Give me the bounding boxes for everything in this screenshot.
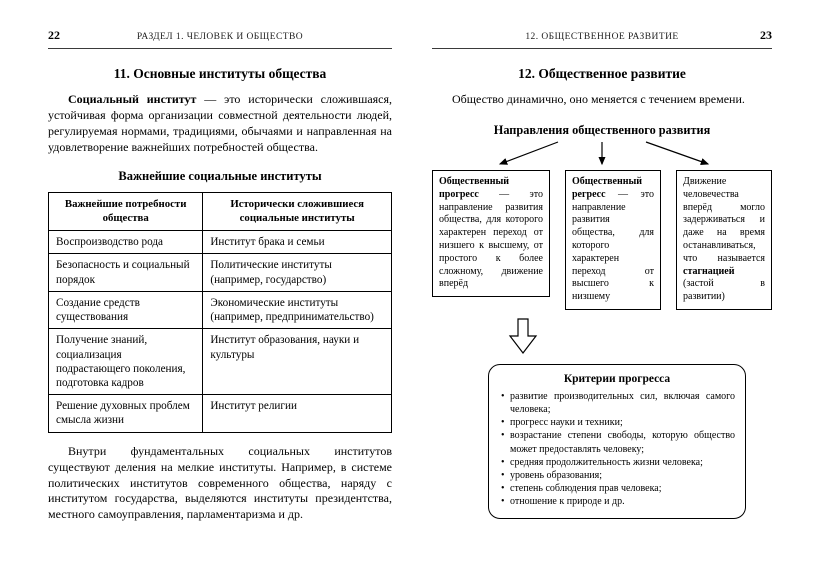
table-cell-institution: Институт брака и семьи [203,231,392,254]
box-text: — это направление развития общества, для которого характерен переход от низшего к высшему, от простого к более сложному, движение вперёд [439,188,543,290]
list-item [499,469,735,482]
table-header-row [49,192,392,230]
running-head-title-right: 12. ОБЩЕСТВЕННОЕ РАЗВИТИЕ [525,32,679,42]
page-number-left: 22 [48,28,60,42]
list-item [499,495,735,508]
criteria-item-text: уровень образования; [510,470,603,482]
chapter-title-right: 12. Общественное развитие [518,66,686,81]
box-text: (застой в развитии) [683,278,765,303]
table-row [49,254,392,291]
table-cell-need: Получение знаний, социализация подрастающего поколения, подготовка кадров [49,329,203,395]
diverging-arrows-icon [432,140,772,168]
running-head-right [432,28,772,49]
term-social-institute: Социальный институт [68,92,197,106]
table-row [49,329,392,395]
term-stagnation: стагнацией [683,265,735,277]
table-title: Важнейшие социальные институты [118,168,322,183]
criteria-item-text: развитие производительных сил, включая самого человека; [510,390,735,416]
progress-criteria-box [488,364,746,519]
running-head-left [48,28,392,49]
outro-paragraph: Внутри фундаментальных социальных институтов существуют деления на мелкие институты. Например, в системе политических институтов современного общества, наряду с институтом государства, выделяются институты президентства, местного самоуправления, парламентаризма и др. [48,443,392,522]
criteria-item-text: прогресс науки и техники; [510,417,623,429]
table-header-institutions: Исторически сложившиеся социальные институты [203,192,392,230]
down-arrow-icon [508,318,538,355]
table-row [49,231,392,254]
table-cell-need: Безопасность и социальный порядок [49,254,203,291]
list-item [499,416,735,429]
page-23 [410,0,820,580]
table-cell-need: Решение духовных проблем смысла жизни [49,395,203,432]
list-item [499,429,735,455]
chapter-title-left: 11. Основные институты общества [113,66,327,81]
list-item [499,390,735,416]
criteria-item-text: степень соблюдения прав человека; [510,483,662,495]
right-intro-paragraph: Общество динамично, оно меняется с течением времени. [452,92,745,106]
intro-text: — это исторически сложившаяся, устойчивая форма организации совместной деятельности людей, регулируемая нормами, традициями, обычаями и направленная на удовлетворение важнейших потребностей общества. [48,92,393,154]
institutions-table [48,192,392,433]
table-header-needs: Важнейшие потребности общества [49,192,203,230]
table-cell-institution: Экономические институты (например, предпринимательство) [203,291,392,328]
table-row [49,395,392,432]
criteria-item-text: средняя продолжительность жизни человека; [510,456,703,468]
criteria-item-text: отношение к природе и др. [510,496,625,508]
table-cell-need: Воспроизводство рода [49,231,203,254]
table-cell-institution: Политические институты (например, государство) [203,254,392,291]
progress-box [432,170,550,297]
term-progress: Общественный прогресс [439,175,510,200]
intro-paragraph [48,92,392,156]
criteria-item-text: возрастание степени свободы, которую общество может предоставлять человеку; [510,430,735,455]
development-boxes [432,170,772,310]
box-text: Движение человечества вперёд могло задерживаться и даже на время останавливаться, что называется [683,175,765,264]
term-regress: Общественный регресс [572,175,643,200]
box-text: — это направление развития общества, для которого характерен переход от высшего к низшему [572,188,654,303]
criteria-title: Критерии прогресса [563,372,671,385]
down-arrow-container [508,318,772,356]
regress-box [565,170,661,310]
table-cell-need: Создание средств существования [49,291,203,328]
page-number-right: 23 [760,28,772,42]
list-item [499,456,735,469]
table-cell-institution: Институт образования, науки и культуры [203,329,392,395]
criteria-list [499,390,735,509]
list-item [499,482,735,495]
running-head-title-left: РАЗДЕЛ 1. ЧЕЛОВЕК И ОБЩЕСТВО [136,32,304,42]
table-row [49,291,392,328]
diagram-title: Направления общественного развития [493,122,711,137]
stagnation-box [676,170,772,310]
table-cell-institution: Институт религии [203,395,392,432]
